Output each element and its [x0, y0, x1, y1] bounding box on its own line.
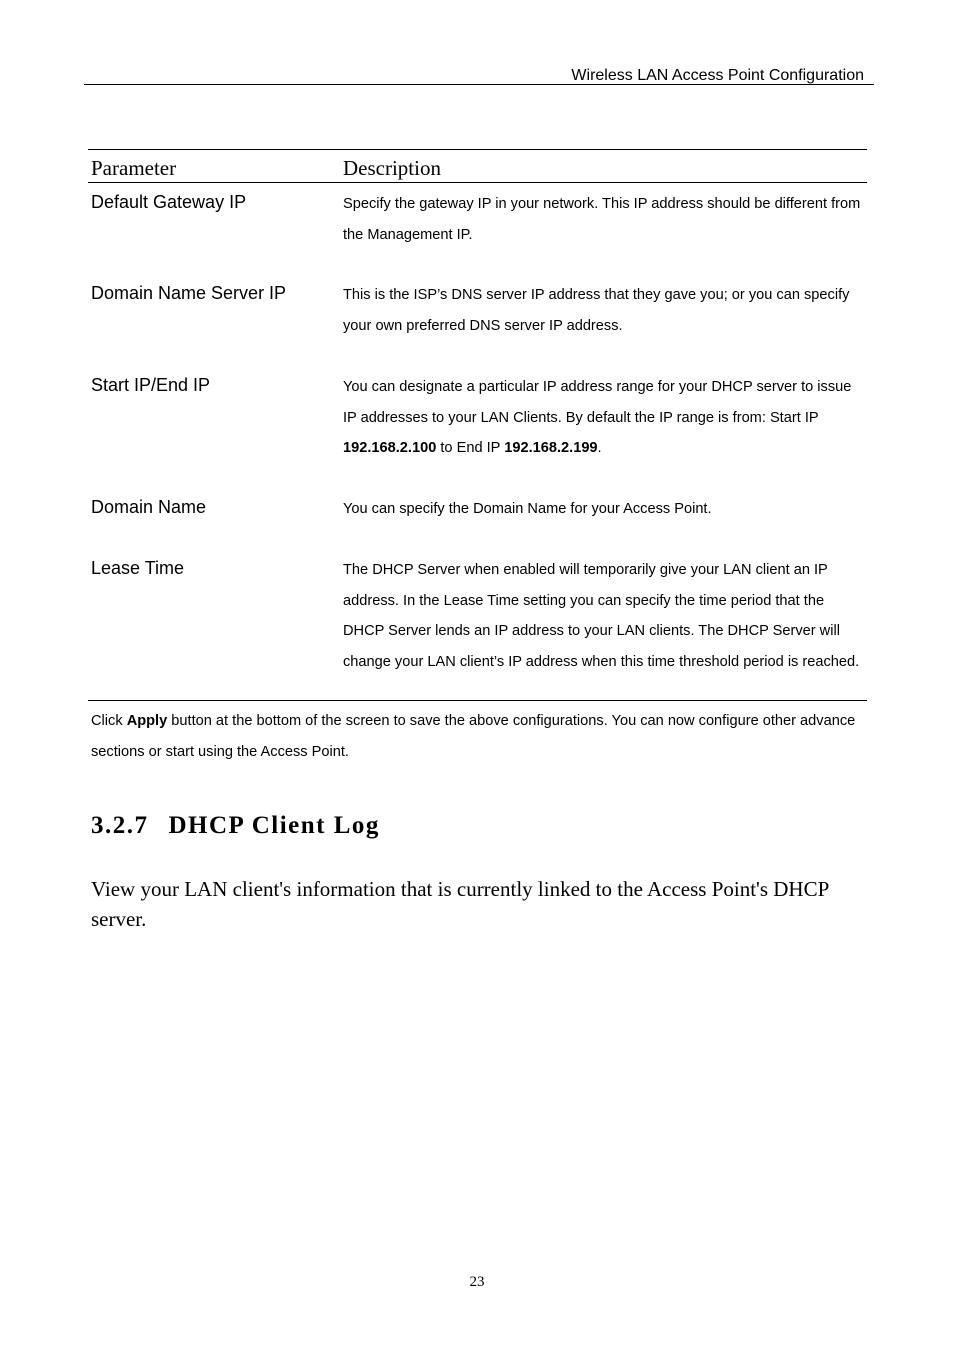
note-text: button at the bottom of the screen to save the above configurations. You can now configure other advance sections or start using the Access Point.: [91, 713, 856, 760]
param-description: This is the ISP’s DNS server IP address that they gave you; or you can specify your own preferred DNS server IP address.: [343, 287, 850, 334]
param-name: Start IP/End IP: [91, 375, 211, 395]
apply-note: [91, 706, 861, 768]
param-description: [343, 372, 868, 464]
param-description: The DHCP Server when enabled will temporarily give your LAN client an IP address. In the Lease Time setting you can specify the time period that the DHCP Server lends an IP address to your LAN clients. The DHCP Server will change your LAN client’s IP address when this time threshold period is reached.: [343, 562, 860, 670]
start-ip-value: 192.168.2.100: [343, 440, 437, 456]
parameter-table: [88, 149, 867, 670]
desc-text: You can designate a particular IP address range for your DHCP server to issue IP addresses to your LAN Clients. By default the IP range is from: Start IP: [343, 379, 852, 426]
column-header-description: Description: [343, 156, 441, 180]
param-description: You can specify the Domain Name for your Access Point.: [343, 501, 712, 517]
header-title: Wireless LAN Access Point Configuration: [571, 67, 864, 84]
section-number: 3.2.7: [91, 812, 149, 839]
table-bottom-rule: [88, 700, 867, 701]
table-header-row: [88, 150, 867, 183]
column-header-parameter: Parameter: [91, 156, 177, 180]
end-ip-value: 192.168.2.199: [504, 440, 598, 456]
section-heading: [91, 812, 380, 840]
section-body: View your LAN client's information that is currently linked to the Access Point's DHCP server.: [91, 877, 829, 931]
apply-keyword: Apply: [126, 713, 168, 729]
param-description: Specify the gateway IP in your network. This IP address should be different from the Management IP.: [343, 196, 861, 243]
desc-text: .: [597, 440, 602, 456]
note-text: Click: [91, 713, 127, 729]
param-name: Domain Name: [91, 497, 207, 517]
page-number: 23: [469, 1274, 485, 1290]
desc-text: to End IP: [436, 440, 505, 456]
param-name: Lease Time: [91, 558, 185, 578]
param-name: Default Gateway IP: [91, 192, 247, 212]
running-header: [84, 66, 874, 85]
section-title: DHCP Client Log: [168, 812, 380, 839]
param-name: Domain Name Server IP: [91, 283, 287, 303]
